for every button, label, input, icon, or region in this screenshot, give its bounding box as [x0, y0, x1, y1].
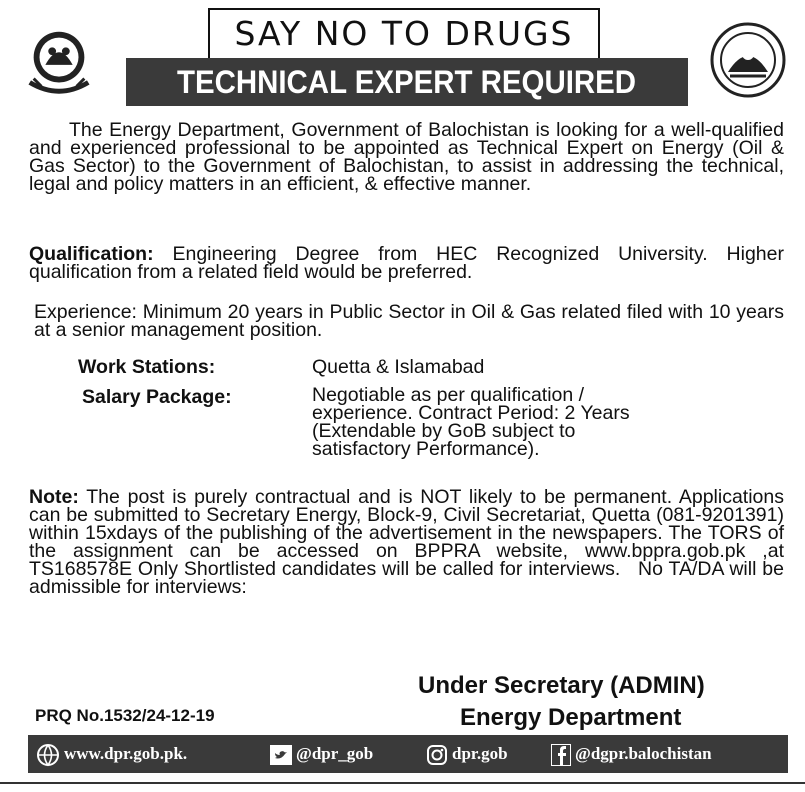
- note-text: The post is purely contractual and is NOT likely to be permanent. Applications can be submitted to Secretary Energy, Block-9, Civil Secretariat, Quetta (081-9201391) within 15xdays of the publishing of the advertisement in the newspapers. The TORS of the assignment can be accessed on BPPRA website, www.bppra.gob.pk ,at TS168578E Only Shortlisted candidates will be called for interviews.: [29, 486, 784, 580]
- slogan-box: SAY NO TO DRUGS: [208, 8, 600, 58]
- note-label: Note:: [29, 486, 79, 508]
- footer-facebook[interactable]: [551, 735, 712, 773]
- qualification-label: Qualification:: [29, 243, 154, 265]
- balochistan-emblem-icon: [20, 22, 98, 100]
- page-title-text: TECHNICAL EXPERT REQUIRED: [177, 64, 637, 100]
- twitter-icon: [270, 745, 292, 765]
- globe-icon: [36, 743, 60, 767]
- instagram-handle: dpr.gob: [452, 744, 508, 763]
- instagram-icon: [426, 744, 448, 766]
- salary-package-label: Salary Package:: [82, 386, 232, 408]
- note-last-line: No TA/DA will be admissible for interviews:: [29, 558, 784, 598]
- footer-instagram[interactable]: [426, 735, 508, 773]
- salary-line: satisfactory Performance).: [312, 438, 540, 460]
- bottom-rule: [0, 782, 805, 784]
- footer-website[interactable]: [36, 735, 187, 773]
- facebook-icon: [551, 744, 571, 766]
- salary-line: experience. Contract Period: 2 Years: [312, 402, 630, 424]
- experience-paragraph: Experience: Minimum 20 years in Public Sector in Oil & Gas related filed with 10 years at a senior management position.: [34, 301, 784, 341]
- dpr-seal-icon: [708, 20, 788, 100]
- signature-title: Under Secretary (ADMIN): [418, 672, 705, 699]
- intro-paragraph: The Energy Department, Government of Balochistan is looking for a well-qualified and experienced professional to be appointed as Technical Expert on Energy (Oil & Gas Sector) to the Government of Balochistan, to assist in addressing the technical, legal and policy matters in an efficient, & effective manner.: [29, 119, 784, 195]
- twitter-handle: @dpr_gob: [296, 744, 374, 763]
- signature-department: Energy Department: [460, 704, 682, 731]
- prq-number: PRQ No.1532/24-12-19: [35, 706, 215, 725]
- footer-twitter[interactable]: [270, 735, 373, 773]
- qualification-text: Engineering Degree from HEC Recognized University. Higher qualification from a related field would be preferred.: [29, 243, 784, 283]
- work-stations-value: Quetta & Islamabad: [312, 356, 485, 378]
- qualification-paragraph: [29, 245, 784, 281]
- website-text: www.dpr.gob.pk.: [64, 744, 188, 763]
- salary-line: Negotiable as per qualification /: [312, 384, 585, 406]
- salary-line: (Extendable by GoB subject to: [312, 420, 576, 442]
- salary-package-value: [312, 386, 712, 458]
- page-title: [126, 58, 688, 106]
- note-paragraph: [29, 488, 784, 596]
- work-stations-label: Work Stations:: [78, 356, 216, 378]
- facebook-handle: @dgpr.balochistan: [575, 744, 712, 763]
- footer-bar: [28, 735, 788, 773]
